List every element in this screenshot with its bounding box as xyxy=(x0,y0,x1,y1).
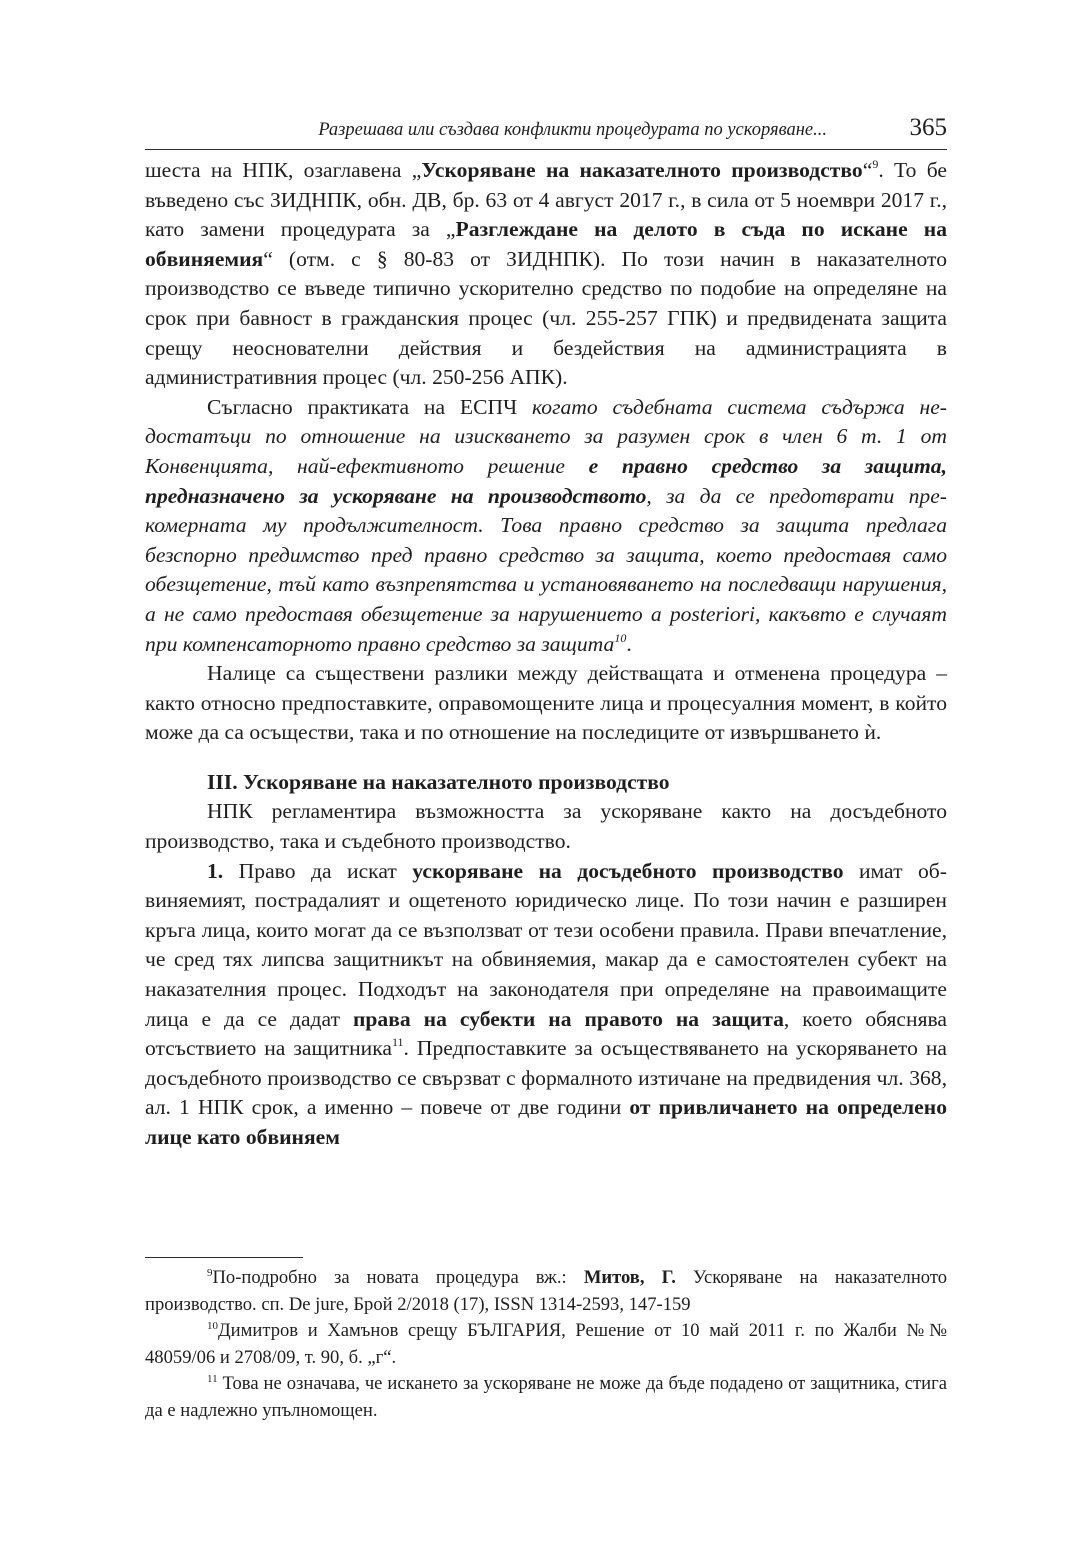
footnote-separator xyxy=(145,1257,303,1258)
section-heading-text: III. Ускоряване на наказателното производство xyxy=(207,769,670,794)
text-run: имат обвиняемият, пострадалият и ощетеното юридическо лице. По този начин е разширен кръга лица, които могат да се възползват от тези особени правила. Прави впечатление, че сред тях липсва защитникът на обвиняемия, макар да е самостоятелен субект на наказателния процес. Подходът на законодателя при определяне на правоимащите лица е да се дадат xyxy=(145,858,947,1031)
text-run: Димитров и Хамънов срещу БЪЛГАРИЯ, Решение от 10 май 2011 г. по Жалби №№ 48059/06 и 2708/09, т. 90, б. „г“. xyxy=(145,1320,947,1368)
paragraph-2 xyxy=(145,393,947,659)
item-number: 1. xyxy=(207,858,224,883)
footnote-9 xyxy=(145,1265,947,1318)
paragraph-4 xyxy=(145,857,947,1153)
page-header xyxy=(145,112,947,150)
footnote-number: 11 xyxy=(207,1373,218,1385)
text-run: . Предпоставките за осъществяването на ускоряването на досъдебното производство се свързват с формалното изтичане на предвидения чл. 368, ал. 1 НПК срок, а именно – повече от две години xyxy=(145,1036,947,1120)
section-intro: НПК регламентира възможността за ускоряване както на досъдебното производство, така и съдебното производство. xyxy=(145,799,947,854)
header-rule xyxy=(145,149,947,150)
footnote-ref-11[interactable]: 11 xyxy=(391,1035,404,1050)
italic-run: когато съдебната система съдържа недостатъци по отношение на изискването за разумен срок в член 6 т. 1 от Конвенцията, най-ефективното решение xyxy=(145,394,947,478)
footnote-10 xyxy=(145,1318,947,1371)
text-run: шеста на НПК, озаглавена „ xyxy=(145,158,422,182)
footnote-number: 9 xyxy=(207,1267,213,1279)
footnote-ref-9[interactable]: 9 xyxy=(872,157,879,171)
text-run: “ (отм. с § 80-83 от ЗИДНПК). По този начин в наказателното производство се въведе типично ускорително средство по подобие на определяне на срок при бавност в гражданския процес (чл. 255-257 ГПК) и предвидената защита срещу неоснователни действия и бездействия на администрацията в административния процес (чл. 250-256 АПК). xyxy=(145,246,947,390)
text-run: Това не означава, че искането за ускоряване не може да бъде подадено от защитника, стига да е надлежно упълномощен. xyxy=(145,1373,947,1421)
footnote-11 xyxy=(145,1371,947,1424)
bold-run: Митов, Г. xyxy=(583,1267,676,1288)
text-run: Ускоряване на наказателното производство. сп. De jure, Брой 2/2018 (17), ISSN 1314-2593, 147-159 xyxy=(145,1267,948,1315)
italic-run: , за да се предотврати прекомерната му продължителност. Това правно средство за защита предлага безспорно предимство пред правно средство за защита, което предоставя само обезщетение, тъй като възпрепятства и установяването на последващи нарушения, а не само предоставя обезщетение за нарушението a posteriori, какъвто е случаят при компенсаторното правно средство за защита xyxy=(145,483,947,656)
page-number: 365 xyxy=(909,114,947,141)
text-run: . xyxy=(626,631,632,656)
bold-italic-run: е правно средство за защита, предназначено за ускоряване на производството xyxy=(145,453,947,508)
running-title: Разрешава или създава конфликти процедурата по ускоряване... xyxy=(318,120,827,140)
footnotes xyxy=(145,1265,947,1424)
text-run: По-подробно за новата процедура вж.: xyxy=(212,1267,584,1288)
text-run: “ xyxy=(862,158,873,182)
bold-run: Ускоряване на наказателното производство xyxy=(421,158,863,182)
paragraph-1 xyxy=(145,156,947,393)
footnote-ref-10[interactable]: 10 xyxy=(614,630,627,645)
footnote-number: 10 xyxy=(207,1320,218,1332)
bold-run: от привличането на определено лице като обвиняем xyxy=(145,1095,947,1149)
body-text xyxy=(145,156,947,1153)
text-run: , което обяснява отсъствието на защитника xyxy=(145,1006,947,1061)
bold-run: права на субекти на правото на защита xyxy=(352,1006,784,1031)
section-heading xyxy=(145,768,947,798)
text-run: Съгласно практиката на ЕСПЧ xyxy=(207,394,532,419)
text-run: Право да искат xyxy=(223,858,413,883)
bold-run: ускоряване на досъдебното производство xyxy=(412,858,844,883)
paragraph-3: Налице са съществени разлики между действащата и отменена процедура – както относно предпоставките, оправомощените лица и процесуалния момент, в който може да са осъществи, така и по отношение на последиците от извършването ѝ. xyxy=(145,661,947,745)
bold-run: Разглеждане на делото в съда по искане на обвиняемия xyxy=(145,217,947,271)
text-run: . То бе въведено със ЗИДНПК, обн. ДВ, бр. 63 от 4 август 2017 г., в сила от 5 ноември 2017 г., като замени процедурата за „ xyxy=(145,158,947,242)
